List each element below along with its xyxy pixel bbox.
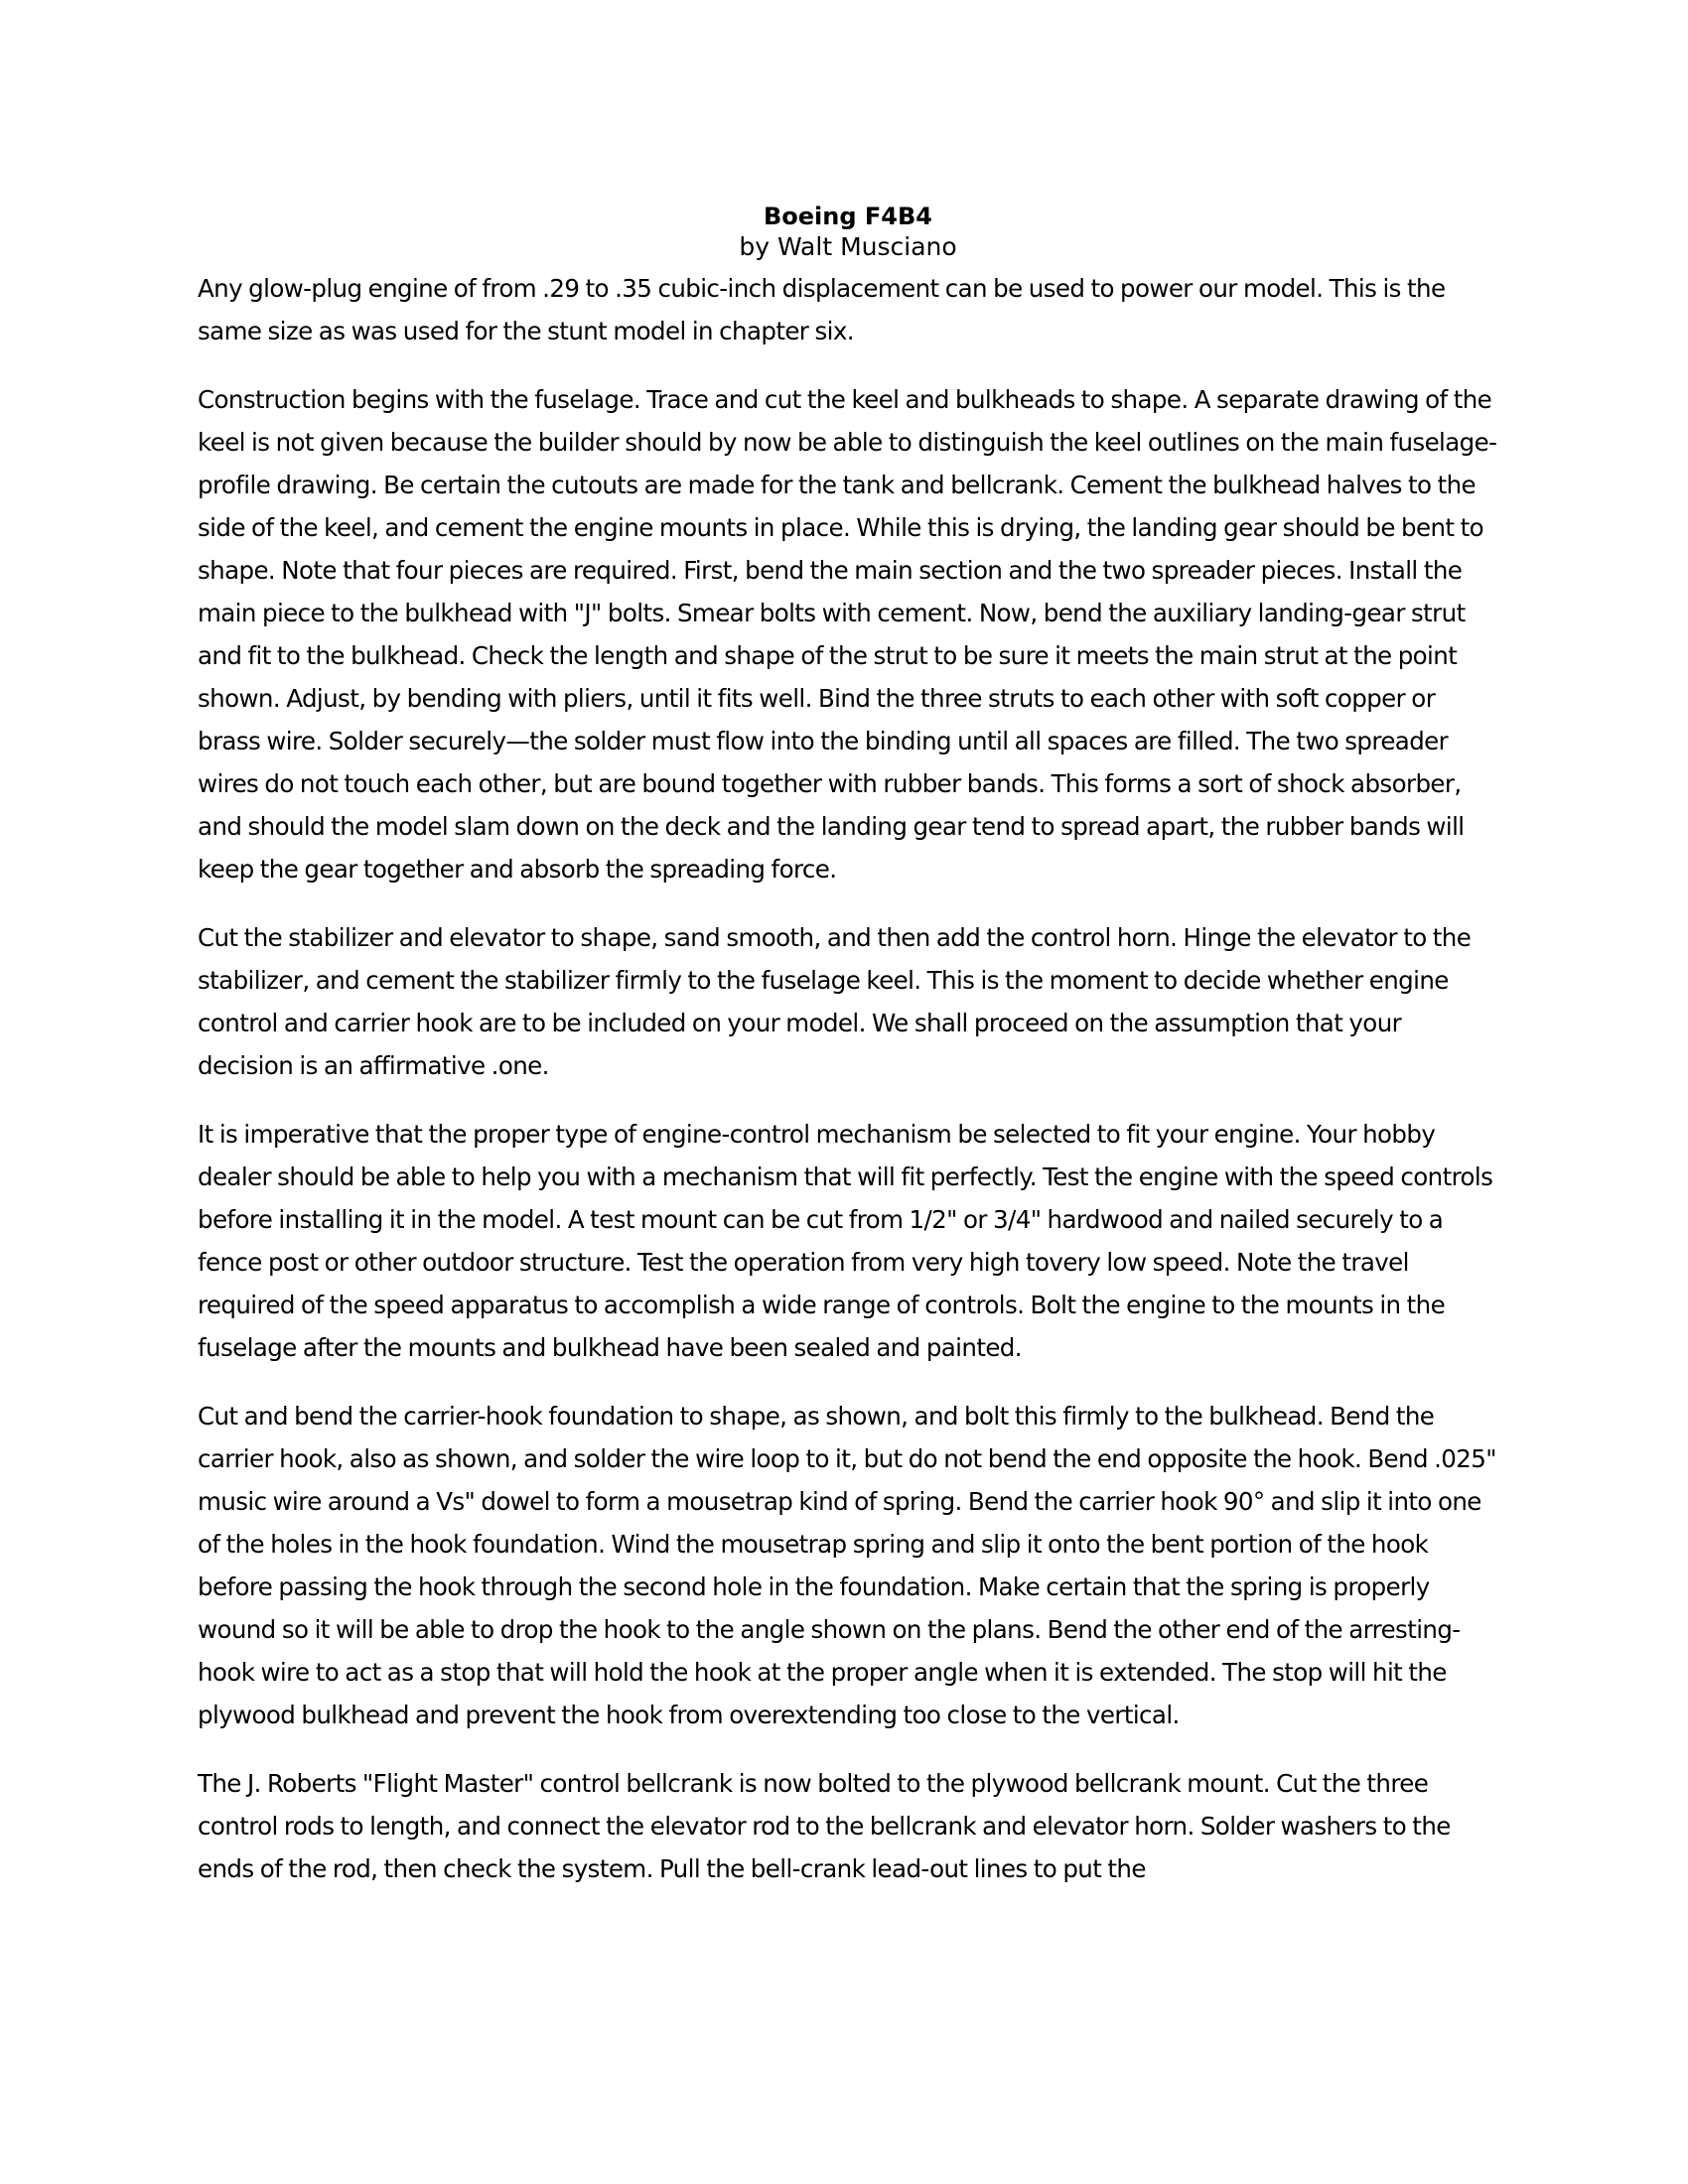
document-byline: by Walt Musciano <box>739 232 957 261</box>
paragraph-6: The J. Roberts "Flight Master" control bellcrank is now bolted to the plywood bellcrank mount. Cut the three control rods to length, and connect the elevator rod to the bellcrank and elevator horn. Solder washers to the ends of the rod, then check the system. Pull the bell-crank lead-out lines to put the <box>198 1769 1451 1883</box>
document-page <box>198 202 1498 1916</box>
paragraph-5: Cut and bend the carrier-hook foundation to shape, as shown, and bolt this firmly to the bulkhead. Bend the carrier hook, also as shown, and solder the wire loop to it, but do not bend the end opposite the hook. Bend .025" music wire around a Vs" dowel to form a mousetrap kind of spring. Bend the carrier hook 90° and slip it into one of the holes in the hook foundation. Wind the mousetrap spring and slip it onto the bent portion of the hook before passing the hook through the second hole in the foundation. Make certain that the spring is properly wound so it will be able to drop the hook to the angle shown on the plans. Bend the other end of the arresting-hook wire to act as a stop that will hold the hook at the proper angle when it is extended. The stop will hit the plywood bulkhead and prevent the hook from overextending too close to the vertical. <box>198 1402 1496 1729</box>
document-title: Boeing F4B4 <box>764 203 932 230</box>
paragraph-2: Construction begins with the fuselage. Trace and cut the keel and bulkheads to shape. A separate drawing of the keel is not given because the builder should by now be able to distinguish the keel outlines on the main fuselage-profile drawing. Be certain the cutouts are made for the tank and bellcrank. Cement the bulkhead halves to the side of the keel, and cement the engine mounts in place. While this is drying, the landing gear should be bent to shape. Note that four pieces are required. First, bend the main section and the two spreader pieces. Install the main piece to the bulkhead with "J" bolts. Smear bolts with cement. Now, bend the auxiliary landing-gear strut and fit to the bulkhead. Check the length and shape of the strut to be sure it meets the main strut at the point shown. Adjust, by bending with pliers, until it fits well. Bind the three struts to each other with soft copper or brass wire. Solder securely—the solder must flow into the binding until all spaces are filled. The two spreader wires do not touch each other, but are bound together with rubber bands. This forms a sort of shock absorber, and should the model slam down on the deck and the landing gear tend to spread apart, the rubber bands will keep the gear together and absorb the spreading force. <box>198 385 1497 884</box>
paragraph-3: Cut the stabilizer and elevator to shape, sand smooth, and then add the control horn. Hinge the elevator to the stabilizer, and cement the stabilizer firmly to the fuselage keel. This is the moment to decide whether engine control and carrier hook are to be included on your model. We shall proceed on the assumption that your decision is an affirmative .one. <box>198 923 1472 1080</box>
paragraph-4: It is imperative that the proper type of engine-control mechanism be selected to fit your engine. Your hobby dealer should be able to help you with a mechanism that will fit perfectly. Test the engine with the speed controls before installing it in the model. A test mount can be cut from 1/2" or 3/4" hardwood and nailed securely to a fence post or other outdoor structure. Test the operation from very high tovery low speed. Note the travel required of the speed apparatus to accomplish a wide range of controls. Bolt the engine to the mounts in the fuselage after the mounts and bulkhead have been sealed and painted. <box>198 1120 1493 1362</box>
paragraph-1: Any glow-plug engine of from .29 to .35 cubic-inch displacement can be used to power our model. This is the same size as was used for the stunt model in chapter six. <box>198 274 1446 345</box>
